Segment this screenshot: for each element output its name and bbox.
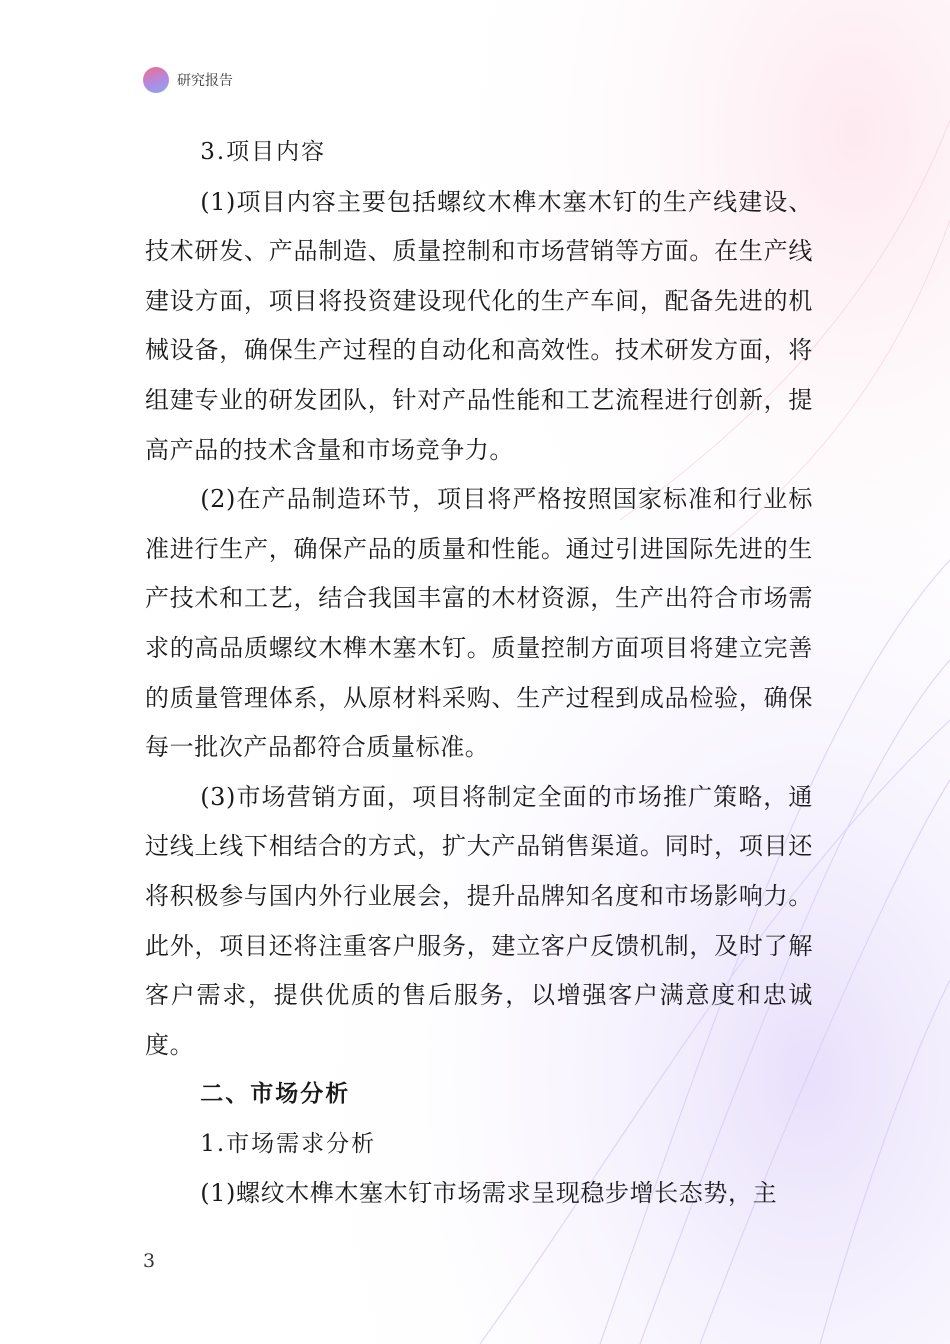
report-header [143, 67, 233, 93]
paragraph-2: (2)在产品制造环节，项目将严格按照国家标准和行业标准进行生产，确保产品的质量和性能。通过引进国际先进的生产技术和工艺，结合我国丰富的木材资源，生产出符合市场需求的高品质螺纹木榫木塞木钉。质量控制方面项目将建立完善的质量管理体系，从原材料采购、生产过程到成品检验，确保每一批次产品都符合质量标准。 [145, 485, 813, 762]
paragraph-1: (1)项目内容主要包括螺纹木榫木塞木钉的生产线建设、技术研发、产品制造、质量控制和市场营销等方面。在生产线建设方面，项目将投资建设现代化的生产车间，配备先进的机械设备，确保生产过程的自动化和高效性。技术研发方面，将组建专业的研发团队，针对产品性能和工艺流程进行创新，提高产品的技术含量和市场竞争力。 [145, 187, 813, 464]
paragraph-4: (1)螺纹木榫木塞木钉市场需求呈现稳步增长态势，主 [200, 1179, 778, 1208]
chapter-heading-market-analysis: 二、市场分析 [200, 1081, 351, 1108]
header-title: 研究报告 [177, 73, 233, 89]
document-body [145, 128, 813, 1219]
page-number: 3 [143, 1250, 156, 1272]
paragraph-3: (3)市场营销方面，项目将制定全面的市场推广策略，通过线上线下相结合的方式，扩大产品销售渠道。同时，项目还将积极参与国内外行业展会，提升品牌知名度和市场影响力。此外，项目还将注重客户服务，建立客户反馈机制，及时了解客户需求，提供优质的售后服务，以增强客户满意度和忠诚度。 [145, 782, 813, 1059]
section-heading-market-demand: 1.市场需求分析 [200, 1130, 377, 1157]
section-heading-project-content: 3.项目内容 [200, 139, 327, 165]
logo-icon [143, 67, 169, 93]
